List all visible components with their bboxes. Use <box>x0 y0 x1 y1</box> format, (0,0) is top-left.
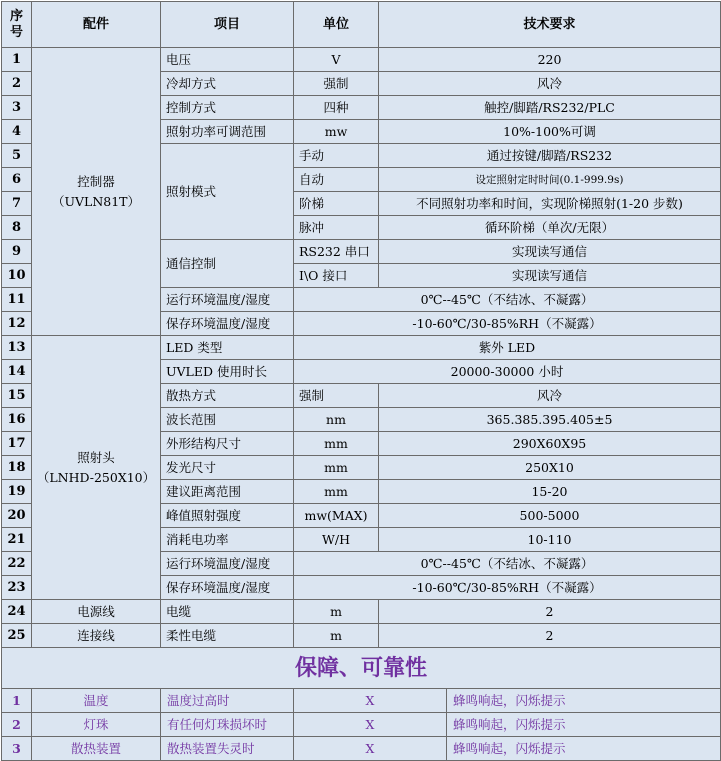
requirement-cell: 风冷 <box>379 72 721 96</box>
guarantee-condition: 有任何灯珠损坏时 <box>161 713 294 737</box>
row-number: 15 <box>2 384 32 408</box>
requirement-cell: 20000-30000 小时 <box>294 360 721 384</box>
requirement-cell: 通过按键/脚踏/RS232 <box>379 144 721 168</box>
item-cell: 波长范围 <box>161 408 294 432</box>
guarantee-mark: X <box>294 713 447 737</box>
row-number: 21 <box>2 528 32 552</box>
guarantee-row <box>2 713 721 737</box>
item-cell: LED 类型 <box>161 336 294 360</box>
guarantee-title-row <box>2 648 721 689</box>
part-irradiation-head <box>32 336 161 600</box>
guarantee-number: 1 <box>2 689 32 713</box>
table-row <box>2 624 721 648</box>
guarantee-title: 保障、可靠性 <box>2 648 721 689</box>
item-cell: UVLED 使用时长 <box>161 360 294 384</box>
unit-cell: mw <box>294 120 379 144</box>
header-part: 配件 <box>32 2 161 48</box>
item-cell: 运行环境温度/湿度 <box>161 288 294 312</box>
requirement-cell: 实现读写通信 <box>379 240 721 264</box>
header-no: 序号 <box>2 2 32 48</box>
part-controller-model: （UVLN81T） <box>51 193 141 209</box>
unit-cell: m <box>294 624 379 648</box>
table-row <box>2 48 721 72</box>
requirement-cell: 循环阶梯（单次/无限） <box>379 216 721 240</box>
spec-table <box>1 1 721 761</box>
guarantee-name: 温度 <box>32 689 161 713</box>
item-cell: 保存环境温度/湿度 <box>161 312 294 336</box>
row-number: 4 <box>2 120 32 144</box>
unit-cell: 强制 <box>294 384 379 408</box>
guarantee-number: 2 <box>2 713 32 737</box>
header-unit: 单位 <box>294 2 379 48</box>
unit-cell: V <box>294 48 379 72</box>
requirement-cell: 15-20 <box>379 480 721 504</box>
row-number: 11 <box>2 288 32 312</box>
row-number: 19 <box>2 480 32 504</box>
header-requirement: 技术要求 <box>379 2 721 48</box>
requirement-cell: 10%-100%可调 <box>379 120 721 144</box>
guarantee-row <box>2 689 721 713</box>
unit-cell: 脉冲 <box>294 216 379 240</box>
guarantee-mark: X <box>294 689 447 713</box>
header-item: 项目 <box>161 2 294 48</box>
row-number: 3 <box>2 96 32 120</box>
item-cell: 运行环境温度/湿度 <box>161 552 294 576</box>
row-number: 13 <box>2 336 32 360</box>
part-head-name: 照射头 <box>77 449 115 465</box>
guarantee-number: 3 <box>2 737 32 761</box>
table-row <box>2 600 721 624</box>
unit-cell: 四种 <box>294 96 379 120</box>
row-number: 17 <box>2 432 32 456</box>
requirement-cell: 不同照射功率和时间，实现阶梯照射(1-20 步数) <box>379 192 721 216</box>
unit-cell: mw(MAX) <box>294 504 379 528</box>
guarantee-condition: 温度过高时 <box>161 689 294 713</box>
requirement-cell: 290X60X95 <box>379 432 721 456</box>
row-number: 18 <box>2 456 32 480</box>
requirement-cell: 0℃--45℃（不结冰、不凝露） <box>294 552 721 576</box>
item-cell: 散热方式 <box>161 384 294 408</box>
row-number: 12 <box>2 312 32 336</box>
row-number: 20 <box>2 504 32 528</box>
item-cell: 冷却方式 <box>161 72 294 96</box>
requirement-cell: 10-110 <box>379 528 721 552</box>
item-cell: 保存环境温度/湿度 <box>161 576 294 600</box>
row-number: 10 <box>2 264 32 288</box>
item-cell: 发光尺寸 <box>161 456 294 480</box>
item-cell: 电缆 <box>161 600 294 624</box>
unit-cell: 自动 <box>294 168 379 192</box>
unit-cell: mm <box>294 480 379 504</box>
row-number: 9 <box>2 240 32 264</box>
requirement-cell: -10-60℃/30-85%RH（不凝露） <box>294 312 721 336</box>
row-number: 14 <box>2 360 32 384</box>
requirement-cell: 设定照射定时时间(0.1-999.9s) <box>379 168 721 192</box>
guarantee-action: 蜂鸣响起，闪烁提示 <box>447 737 721 761</box>
part-controller <box>32 48 161 336</box>
unit-cell: 强制 <box>294 72 379 96</box>
requirement-cell: 2 <box>379 600 721 624</box>
requirement-cell: 220 <box>379 48 721 72</box>
row-number: 22 <box>2 552 32 576</box>
part-power-cable: 电源线 <box>32 600 161 624</box>
part-head-model: （LNHD-250X10） <box>36 469 156 485</box>
unit-cell: 手动 <box>294 144 379 168</box>
guarantee-mark: X <box>294 737 447 761</box>
requirement-cell: 2 <box>379 624 721 648</box>
guarantee-row <box>2 737 721 761</box>
row-number: 24 <box>2 600 32 624</box>
guarantee-action: 蜂鸣响起，闪烁提示 <box>447 713 721 737</box>
requirement-cell: 风冷 <box>379 384 721 408</box>
unit-cell: m <box>294 600 379 624</box>
unit-cell: W/H <box>294 528 379 552</box>
unit-cell: nm <box>294 408 379 432</box>
guarantee-condition: 散热装置失灵时 <box>161 737 294 761</box>
requirement-cell: 0℃--45℃（不结冰、不凝露） <box>294 288 721 312</box>
row-number: 25 <box>2 624 32 648</box>
guarantee-action: 蜂鸣响起，闪烁提示 <box>447 689 721 713</box>
requirement-cell: 紫外 LED <box>294 336 721 360</box>
unit-cell: RS232 串口 <box>294 240 379 264</box>
item-cell: 建议距离范围 <box>161 480 294 504</box>
guarantee-name: 灯珠 <box>32 713 161 737</box>
part-controller-name: 控制器 <box>77 173 115 189</box>
row-number: 5 <box>2 144 32 168</box>
item-communication-control: 通信控制 <box>161 240 294 288</box>
requirement-cell: 250X10 <box>379 456 721 480</box>
table-row <box>2 336 721 360</box>
item-cell: 峰值照射强度 <box>161 504 294 528</box>
item-cell: 控制方式 <box>161 96 294 120</box>
item-cell: 电压 <box>161 48 294 72</box>
requirement-cell: 500-5000 <box>379 504 721 528</box>
row-number: 16 <box>2 408 32 432</box>
unit-cell: mm <box>294 432 379 456</box>
requirement-cell: -10-60℃/30-85%RH（不凝露） <box>294 576 721 600</box>
requirement-cell: 触控/脚踏/RS232/PLC <box>379 96 721 120</box>
unit-cell: 阶梯 <box>294 192 379 216</box>
requirement-cell: 365.385.395.405±5 <box>379 408 721 432</box>
row-number: 8 <box>2 216 32 240</box>
item-cell: 柔性电缆 <box>161 624 294 648</box>
guarantee-name: 散热装置 <box>32 737 161 761</box>
requirement-cell: 实现读写通信 <box>379 264 721 288</box>
item-cell: 照射功率可调范围 <box>161 120 294 144</box>
unit-cell: I\O 接口 <box>294 264 379 288</box>
row-number: 1 <box>2 48 32 72</box>
row-number: 23 <box>2 576 32 600</box>
item-cell: 外形结构尺寸 <box>161 432 294 456</box>
item-cell: 消耗电功率 <box>161 528 294 552</box>
unit-cell: mm <box>294 456 379 480</box>
part-connection-cable: 连接线 <box>32 624 161 648</box>
row-number: 7 <box>2 192 32 216</box>
header-row <box>2 2 721 48</box>
item-illumination-mode: 照射模式 <box>161 144 294 240</box>
row-number: 2 <box>2 72 32 96</box>
row-number: 6 <box>2 168 32 192</box>
